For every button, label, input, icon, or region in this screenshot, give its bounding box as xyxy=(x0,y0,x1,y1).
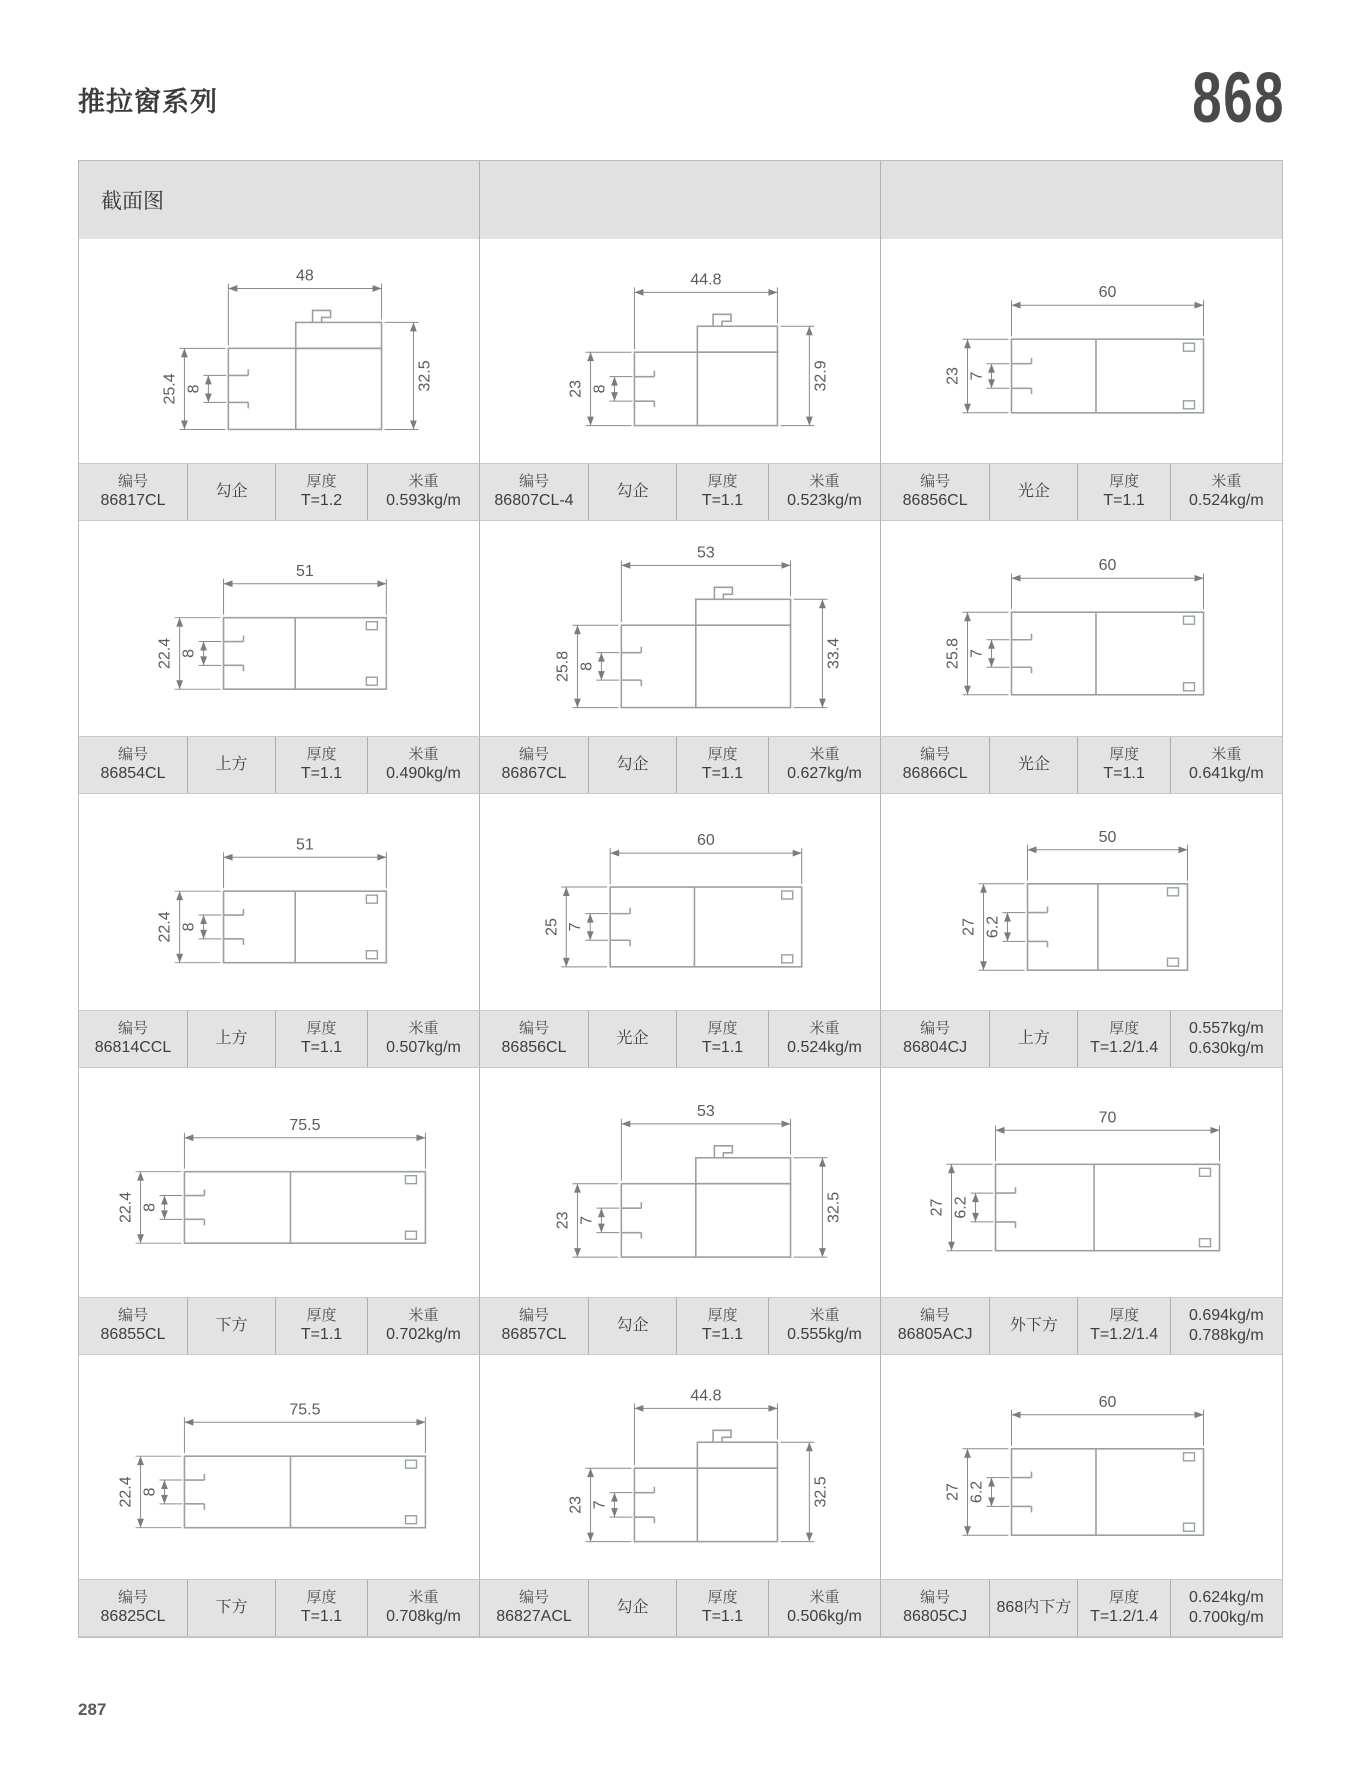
svg-text:8: 8 xyxy=(185,384,203,394)
thickness-label: 厚度 xyxy=(707,1020,738,1038)
svg-text:7: 7 xyxy=(968,371,986,381)
spec-row xyxy=(480,736,881,794)
profile-weight: 0.490kg/m xyxy=(386,765,461,783)
svg-text:60: 60 xyxy=(1098,557,1117,575)
code-label: 编号 xyxy=(117,1589,148,1607)
thickness-label: 厚度 xyxy=(707,473,738,491)
profile-cross-section xyxy=(79,1355,479,1579)
profile-weight: 0.627kg/m xyxy=(787,765,862,783)
profile-drawing-cell xyxy=(79,794,480,1010)
spec-cell xyxy=(187,737,275,793)
code-label: 编号 xyxy=(518,1589,549,1607)
thickness-label: 厚度 xyxy=(707,1307,738,1325)
thickness-label: 厚度 xyxy=(1109,473,1140,491)
profile-thickness: T=1.2/1.4 xyxy=(1090,1608,1159,1626)
profile-weight-2: 0.630kg/m xyxy=(1188,1040,1264,1057)
svg-text:32.9: 32.9 xyxy=(812,360,830,392)
spec-cell xyxy=(79,464,187,520)
profile-weight: 0.555kg/m xyxy=(787,1326,862,1344)
code-label: 编号 xyxy=(920,1589,951,1607)
thickness-label: 厚度 xyxy=(306,1307,337,1325)
thickness-label: 厚度 xyxy=(306,473,337,491)
profile-thickness: T=1.1 xyxy=(701,765,744,783)
spec-row xyxy=(79,1579,480,1637)
spec-cell xyxy=(79,1298,187,1354)
profile-weight: 0.702kg/m xyxy=(386,1326,461,1344)
svg-text:23: 23 xyxy=(567,380,585,398)
spec-cell xyxy=(676,464,768,520)
weight-label: 米重 xyxy=(809,1307,840,1325)
svg-text:33.4: 33.4 xyxy=(825,637,843,669)
profile-type: 下方 xyxy=(215,1316,248,1334)
weight-label: 米重 xyxy=(809,1589,840,1607)
page-number: 287 xyxy=(78,1700,107,1719)
svg-text:8: 8 xyxy=(578,661,596,671)
spec-cell xyxy=(480,464,588,520)
weight-label: 米重 xyxy=(408,1589,439,1607)
profile-code: 86804CJ xyxy=(903,1039,968,1057)
weight-label: 米重 xyxy=(1211,746,1242,764)
spec-cell xyxy=(480,1298,588,1354)
spec-row xyxy=(79,1297,480,1355)
page-code: 868 xyxy=(1192,57,1285,137)
profile-type: 868内下方 xyxy=(996,1598,1072,1616)
spec-cell xyxy=(768,1580,880,1636)
weight-label: 米重 xyxy=(809,746,840,764)
profile-cross-section xyxy=(881,521,1282,736)
weight-label: 米重 xyxy=(408,746,439,764)
profile-weight: 0.507kg/m xyxy=(386,1039,461,1057)
profile-type: 光企 xyxy=(616,1029,649,1047)
code-label: 编号 xyxy=(920,746,951,764)
profile-thickness: T=1.1 xyxy=(300,1608,343,1626)
profile-weight: 0.523kg/m xyxy=(787,492,862,510)
profile-cross-section xyxy=(480,1355,880,1579)
thickness-label: 厚度 xyxy=(306,1589,337,1607)
svg-text:32.5: 32.5 xyxy=(416,360,434,392)
svg-text:25.4: 25.4 xyxy=(161,373,179,405)
profile-code: 86856CL xyxy=(902,492,968,510)
code-label: 编号 xyxy=(518,746,549,764)
profile-code: 86805CJ xyxy=(903,1608,968,1626)
spec-row xyxy=(881,1297,1282,1355)
profile-code: 86857CL xyxy=(501,1326,567,1344)
svg-text:7: 7 xyxy=(968,649,986,658)
spec-cell xyxy=(480,1580,588,1636)
spec-row xyxy=(79,463,480,521)
svg-text:6.2: 6.2 xyxy=(968,1480,986,1504)
spec-cell xyxy=(275,1580,367,1636)
spec-row xyxy=(881,1010,1282,1068)
spec-cell xyxy=(588,1580,676,1636)
profile-code: 86807CL-4 xyxy=(494,492,574,510)
code-label: 编号 xyxy=(920,473,951,491)
svg-text:44.8: 44.8 xyxy=(690,1387,722,1405)
profile-thickness: T=1.1 xyxy=(1103,492,1145,510)
svg-text:25: 25 xyxy=(543,918,561,936)
svg-text:75.5: 75.5 xyxy=(289,1401,321,1419)
profile-thickness: T=1.1 xyxy=(1103,765,1145,783)
code-label: 编号 xyxy=(117,1307,148,1325)
svg-text:8: 8 xyxy=(180,922,198,932)
spec-row xyxy=(881,463,1282,521)
svg-text:27: 27 xyxy=(960,918,978,936)
profile-weight: 0.708kg/m xyxy=(386,1608,461,1626)
svg-text:32.5: 32.5 xyxy=(825,1191,843,1223)
profile-drawing-cell xyxy=(881,521,1282,736)
svg-text:23: 23 xyxy=(554,1211,572,1230)
profile-weight-2: 0.700kg/m xyxy=(1188,1609,1264,1626)
profile-code: 86805ACJ xyxy=(897,1326,973,1344)
svg-text:7: 7 xyxy=(591,1500,609,1510)
spec-cell xyxy=(588,464,676,520)
code-label: 编号 xyxy=(920,1307,951,1325)
spec-cell xyxy=(676,1011,768,1067)
profile-type: 外下方 xyxy=(1009,1316,1058,1334)
profile-drawing-cell xyxy=(79,1355,480,1579)
profile-code: 86855CL xyxy=(100,1326,166,1344)
spec-cell xyxy=(187,464,275,520)
profile-thickness: T=1.1 xyxy=(701,492,744,510)
code-label: 编号 xyxy=(117,473,148,491)
profile-code: 86856CL xyxy=(501,1039,567,1057)
spec-cell xyxy=(989,464,1077,520)
profile-cross-section xyxy=(480,239,880,463)
svg-text:22.4: 22.4 xyxy=(117,1476,135,1508)
spec-cell xyxy=(1077,1580,1169,1636)
spec-cell xyxy=(588,1298,676,1354)
spec-cell xyxy=(367,1298,479,1354)
profile-cross-section xyxy=(79,239,479,463)
svg-text:7: 7 xyxy=(567,922,585,932)
spec-cell xyxy=(768,1298,880,1354)
svg-text:22.4: 22.4 xyxy=(156,911,174,943)
profile-cross-section xyxy=(480,521,880,736)
profile-code: 86854CL xyxy=(100,765,166,783)
profile-cross-section xyxy=(480,794,880,1010)
profile-type: 光企 xyxy=(1017,755,1050,773)
spec-cell xyxy=(275,1011,367,1067)
spec-cell xyxy=(275,737,367,793)
spec-row xyxy=(480,463,881,521)
profile-drawing-cell xyxy=(480,1355,881,1579)
weight-label: 米重 xyxy=(1211,473,1242,491)
profile-cross-section xyxy=(881,794,1282,1010)
svg-text:60: 60 xyxy=(1098,1393,1117,1411)
profile-type: 勾企 xyxy=(616,482,649,500)
profile-weight: 0.593kg/m xyxy=(386,492,461,510)
svg-text:25.8: 25.8 xyxy=(944,637,962,670)
profile-drawing-cell xyxy=(881,1068,1282,1297)
svg-text:48: 48 xyxy=(296,267,314,285)
profile-type: 勾企 xyxy=(616,755,649,773)
profile-weight-2: 0.788kg/m xyxy=(1188,1327,1264,1344)
profile-code: 86814CCL xyxy=(94,1039,172,1057)
thickness-label: 厚度 xyxy=(306,746,337,764)
spec-cell xyxy=(275,1298,367,1354)
profile-cross-section xyxy=(79,794,479,1010)
spec-cell xyxy=(1077,1011,1169,1067)
svg-text:51: 51 xyxy=(296,562,314,580)
spec-row xyxy=(881,1579,1282,1637)
spec-cell xyxy=(881,737,989,793)
profile-type: 上方 xyxy=(1017,1029,1050,1047)
profile-drawing-cell xyxy=(881,1355,1282,1579)
svg-text:75.5: 75.5 xyxy=(289,1116,321,1134)
code-label: 编号 xyxy=(117,746,148,764)
weight-label: 米重 xyxy=(809,1020,840,1038)
profile-cross-section xyxy=(480,1068,880,1297)
weight-label: 米重 xyxy=(408,1307,439,1325)
spec-cell xyxy=(367,464,479,520)
profile-type: 勾企 xyxy=(616,1598,649,1616)
profile-type: 勾企 xyxy=(215,482,248,500)
section-header-label: 截面图 xyxy=(101,190,164,213)
spec-cell xyxy=(1077,1298,1169,1354)
spec-cell xyxy=(881,1580,989,1636)
spec-cell xyxy=(676,1298,768,1354)
profile-cross-section xyxy=(881,1355,1282,1579)
spec-cell xyxy=(1170,737,1282,793)
weight-label: 米重 xyxy=(408,473,439,491)
profile-type: 上方 xyxy=(215,755,248,773)
svg-text:27: 27 xyxy=(928,1198,946,1217)
profile-code: 86817CL xyxy=(100,492,166,510)
spec-row xyxy=(480,1579,881,1637)
svg-text:32.5: 32.5 xyxy=(812,1476,830,1508)
spec-row xyxy=(79,736,480,794)
spec-cell xyxy=(1077,464,1169,520)
spec-cell xyxy=(768,1011,880,1067)
profile-drawing-cell xyxy=(480,794,881,1010)
profile-weight: 0.557kg/m xyxy=(1188,1019,1264,1037)
code-label: 编号 xyxy=(518,1307,549,1325)
spec-cell xyxy=(881,464,989,520)
svg-text:6.2: 6.2 xyxy=(952,1196,970,1219)
spec-cell xyxy=(768,464,880,520)
spec-cell xyxy=(79,1580,187,1636)
profile-type: 光企 xyxy=(1017,482,1050,500)
spec-cell xyxy=(768,737,880,793)
profile-thickness: T=1.1 xyxy=(300,1039,343,1057)
profile-drawing-cell xyxy=(881,239,1282,463)
profile-cross-section xyxy=(79,521,479,736)
profile-cross-section xyxy=(881,1068,1282,1297)
profile-thickness: T=1.1 xyxy=(701,1608,744,1626)
profile-thickness: T=1.1 xyxy=(701,1039,744,1057)
profile-weight: 0.524kg/m xyxy=(787,1039,862,1057)
spec-cell xyxy=(881,1298,989,1354)
spec-cell xyxy=(367,737,479,793)
table-header-cell xyxy=(79,161,480,239)
profile-weight: 0.641kg/m xyxy=(1188,765,1264,783)
spec-cell xyxy=(79,1011,187,1067)
profile-thickness: T=1.2/1.4 xyxy=(1090,1039,1159,1057)
profile-type: 上方 xyxy=(215,1029,248,1047)
weight-label: 米重 xyxy=(809,473,840,491)
svg-text:60: 60 xyxy=(697,832,715,850)
profile-weight: 0.506kg/m xyxy=(787,1608,862,1626)
svg-text:22.4: 22.4 xyxy=(117,1191,135,1223)
table-header-cell xyxy=(480,161,881,239)
profile-drawing-cell xyxy=(79,1068,480,1297)
svg-text:8: 8 xyxy=(591,384,609,394)
profile-catalog-table xyxy=(78,160,1283,1638)
svg-text:60: 60 xyxy=(1098,284,1117,302)
profile-thickness: T=1.1 xyxy=(300,765,343,783)
profile-thickness: T=1.2 xyxy=(300,492,343,510)
spec-cell xyxy=(367,1011,479,1067)
spec-cell xyxy=(588,737,676,793)
profile-code: 86866CL xyxy=(902,765,968,783)
thickness-label: 厚度 xyxy=(1109,1589,1140,1607)
spec-row xyxy=(480,1297,881,1355)
code-label: 编号 xyxy=(920,1020,951,1038)
spec-cell xyxy=(989,737,1077,793)
series-title: 推拉窗系列 xyxy=(78,87,218,117)
thickness-label: 厚度 xyxy=(1109,746,1140,764)
profile-drawing-cell xyxy=(480,239,881,463)
table-header-cell xyxy=(881,161,1282,239)
code-label: 编号 xyxy=(518,473,549,491)
thickness-label: 厚度 xyxy=(306,1020,337,1038)
weight-label: 米重 xyxy=(408,1020,439,1038)
thickness-label: 厚度 xyxy=(707,746,738,764)
profile-type: 下方 xyxy=(215,1598,248,1616)
svg-text:8: 8 xyxy=(141,1203,159,1212)
profile-type: 勾企 xyxy=(616,1316,649,1334)
svg-text:23: 23 xyxy=(944,367,962,385)
svg-text:53: 53 xyxy=(697,1102,715,1120)
svg-text:50: 50 xyxy=(1098,828,1117,846)
spec-cell xyxy=(989,1580,1077,1636)
spec-cell xyxy=(989,1298,1077,1354)
svg-text:8: 8 xyxy=(141,1487,159,1497)
thickness-label: 厚度 xyxy=(707,1589,738,1607)
profile-drawing-cell xyxy=(79,239,480,463)
svg-text:6.2: 6.2 xyxy=(984,915,1002,939)
spec-cell xyxy=(79,737,187,793)
svg-text:70: 70 xyxy=(1098,1109,1117,1127)
profile-weight: 0.694kg/m xyxy=(1188,1306,1264,1324)
spec-cell xyxy=(676,737,768,793)
spec-row xyxy=(79,1010,480,1068)
spec-cell xyxy=(187,1298,275,1354)
profile-weight: 0.524kg/m xyxy=(1188,492,1264,510)
spec-cell xyxy=(187,1011,275,1067)
svg-text:53: 53 xyxy=(697,544,715,562)
profile-code: 86867CL xyxy=(501,765,567,783)
svg-text:27: 27 xyxy=(944,1483,962,1501)
spec-cell xyxy=(480,1011,588,1067)
profile-code: 86827ACL xyxy=(496,1608,572,1626)
profile-code: 86825CL xyxy=(100,1608,166,1626)
spec-row xyxy=(480,1010,881,1068)
spec-cell xyxy=(187,1580,275,1636)
spec-cell xyxy=(676,1580,768,1636)
spec-cell xyxy=(1077,737,1169,793)
spec-row xyxy=(881,736,1282,794)
profile-thickness: T=1.1 xyxy=(701,1326,744,1344)
svg-text:51: 51 xyxy=(296,836,314,854)
thickness-label: 厚度 xyxy=(1109,1307,1140,1325)
svg-text:22.4: 22.4 xyxy=(156,637,174,669)
thickness-label: 厚度 xyxy=(1109,1020,1140,1038)
spec-cell xyxy=(480,737,588,793)
spec-cell xyxy=(881,1011,989,1067)
code-label: 编号 xyxy=(117,1020,148,1038)
profile-drawing-cell xyxy=(881,794,1282,1010)
spec-cell xyxy=(1170,464,1282,520)
svg-text:44.8: 44.8 xyxy=(690,271,722,289)
profile-drawing-cell xyxy=(480,521,881,736)
svg-text:8: 8 xyxy=(180,649,198,658)
spec-cell xyxy=(1170,1298,1282,1354)
spec-cell xyxy=(1170,1580,1282,1636)
profile-cross-section xyxy=(79,1068,479,1297)
spec-cell xyxy=(275,464,367,520)
profile-drawing-cell xyxy=(480,1068,881,1297)
svg-text:23: 23 xyxy=(567,1496,585,1514)
code-label: 编号 xyxy=(518,1020,549,1038)
profile-drawing-cell xyxy=(79,521,480,736)
svg-text:25.8: 25.8 xyxy=(554,650,572,682)
profile-cross-section xyxy=(881,239,1282,463)
profile-thickness: T=1.2/1.4 xyxy=(1090,1326,1159,1344)
spec-cell xyxy=(588,1011,676,1067)
spec-cell xyxy=(1170,1011,1282,1067)
spec-cell xyxy=(989,1011,1077,1067)
profile-thickness: T=1.1 xyxy=(300,1326,343,1344)
svg-text:7: 7 xyxy=(578,1215,596,1225)
profile-weight: 0.624kg/m xyxy=(1188,1588,1264,1606)
spec-cell xyxy=(367,1580,479,1636)
